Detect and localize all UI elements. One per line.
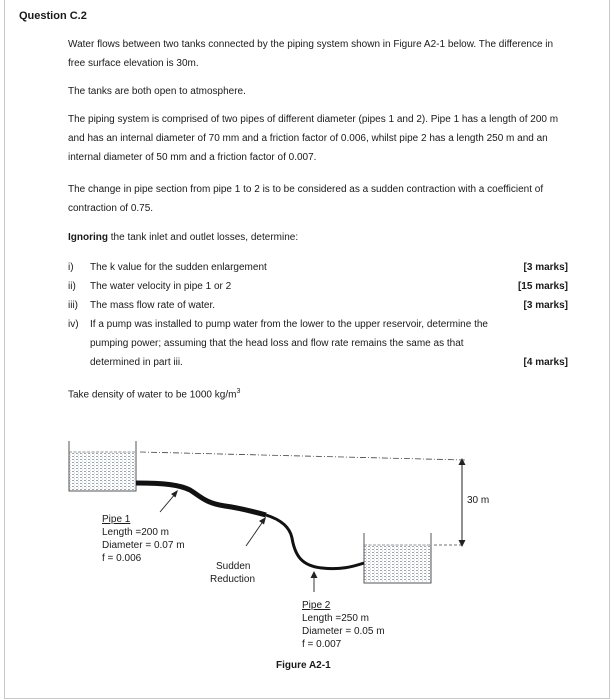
figure-caption: Figure A2-1 (276, 660, 331, 671)
pipe-2-diameter: Diameter = 0.05 m (302, 626, 385, 637)
pipe-1 (136, 483, 266, 515)
pipe-1-diameter: Diameter = 0.07 m (102, 540, 185, 551)
elevation-label: 30 m (467, 495, 490, 506)
reduction-label-line2: Reduction (210, 574, 256, 585)
reduction-arrow (246, 517, 266, 546)
upper-tank-water (69, 452, 136, 490)
ignoring-keyword: Ignoring (68, 232, 108, 243)
part-text: The water velocity in pipe 1 or 2 (90, 281, 232, 292)
pipe-1-length: Length =200 m (102, 527, 169, 538)
lower-tank (364, 533, 431, 583)
paragraph-contraction: The change in pipe section from pipe 1 to 2 is to be considered as a sudden contraction with a coefficient of contraction of 0.75. (68, 184, 544, 214)
pipe-2-friction: f = 0.007 (302, 639, 342, 650)
pipe-2 (266, 515, 364, 569)
part-number: i) (68, 262, 74, 273)
part-text: The mass flow rate of water. (90, 300, 216, 311)
part-number: ii) (68, 281, 76, 292)
part-marks: [3 marks] (523, 300, 568, 311)
pipe-2-title: Pipe 2 (302, 600, 331, 611)
pipe-2-arrow (311, 571, 318, 592)
part-marks: [15 marks] (517, 281, 568, 292)
part-text: The k value for the sudden enlargement (90, 262, 267, 273)
pipe-1-arrow (160, 490, 178, 512)
part-text: If a pump was installed to pump water from the lower to the upper reservoir, determine the pumping power; assuming that the head loss and flow rate remains the same as that determined in part iii. (90, 319, 488, 368)
pipe-2-length: Length =250 m (302, 613, 369, 624)
question-title: Question C.2 (19, 10, 87, 22)
paragraph-intro: Water flows between two tanks connected by the piping system shown in Figure A2-1 below. The difference in free surface elevation is 30m. (68, 39, 554, 69)
pipe-1-title: Pipe 1 (102, 514, 131, 525)
pipe-1-friction: f = 0.006 (102, 553, 142, 564)
part-number: iii) (68, 300, 78, 311)
ignoring-rest: the tank inlet and outlet losses, determine: (108, 232, 299, 243)
elevation-arrow (459, 458, 466, 547)
density-superscript: 3 (236, 388, 241, 395)
lower-tank-water (364, 545, 431, 582)
upper-level-line (140, 452, 465, 460)
paragraph-atmosphere: The tanks are both open to atmosphere. (68, 86, 246, 97)
density-text: Take density of water to be 1000 kg/m (68, 389, 237, 401)
part-number: iv) (68, 319, 79, 330)
upper-tank (69, 441, 136, 491)
part-marks: [4 marks] (523, 357, 568, 368)
paragraph-pipes: The piping system is comprised of two pipes of different diameter (pipes 1 and 2). Pipe 1 has a length of 200 m and has an internal diameter of 70 mm and a friction factor of 0.006, whilst pipe 2 has a length 250 m and an internal diameter of 50 mm and a friction factor of 0.007. (68, 114, 559, 163)
part-marks: [3 marks] (523, 262, 568, 273)
reduction-label-line1: Sudden (216, 561, 251, 572)
